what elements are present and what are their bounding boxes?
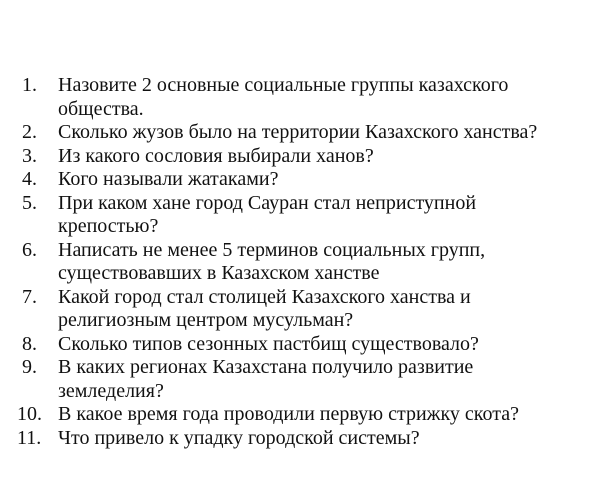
- list-item-10: [0, 403, 604, 427]
- item-text: Сколько типов сезонных пастбищ существовало?: [58, 332, 479, 355]
- item-text: Назовите 2 основные социальные группы казахского общества.: [58, 74, 509, 120]
- item-number: 11.: [17, 426, 42, 449]
- item-text: В каких регионах Казахстана получило развитие земледелия?: [58, 356, 474, 402]
- item-text: Какой город стал столицей Казахского ханства и религиозным центром мусульман?: [58, 285, 471, 331]
- list-item-8: [0, 333, 604, 357]
- list-item-1: [0, 74, 604, 121]
- item-text: В какое время года проводили первую стрижку скота?: [58, 403, 519, 425]
- item-number: 3.: [22, 144, 37, 167]
- item-number: 1.: [22, 74, 37, 96]
- list-item-6: [0, 239, 604, 286]
- item-text: При каком хане город Сауран стал неприступной крепостью?: [58, 191, 477, 237]
- item-number: 9.: [22, 356, 37, 378]
- list-item-3: [0, 145, 604, 169]
- question-list: [0, 74, 604, 450]
- item-text: Сколько жузов было на территории Казахского ханства?: [58, 121, 538, 143]
- item-text: Что привело к упадку городской системы?: [58, 426, 420, 449]
- item-number: 8.: [22, 332, 37, 355]
- item-number: 6.: [22, 238, 37, 261]
- list-item-9: [0, 356, 604, 403]
- item-number: 5.: [22, 191, 37, 214]
- list-item-5: [0, 192, 604, 239]
- item-number: 10.: [17, 403, 42, 425]
- list-item-2: [0, 121, 604, 145]
- item-number: 7.: [22, 285, 37, 308]
- item-number: 4.: [22, 168, 37, 190]
- list-item-4: [0, 168, 604, 192]
- item-text: Из какого сословия выбирали ханов?: [58, 144, 374, 167]
- item-text: Кого называли жатаками?: [58, 168, 279, 190]
- item-text: Написать не менее 5 терминов социальных групп, существовавших в Казахском ханстве: [58, 238, 486, 284]
- list-item-11: [0, 427, 604, 451]
- item-number: 2.: [22, 121, 37, 143]
- list-item-7: [0, 286, 604, 333]
